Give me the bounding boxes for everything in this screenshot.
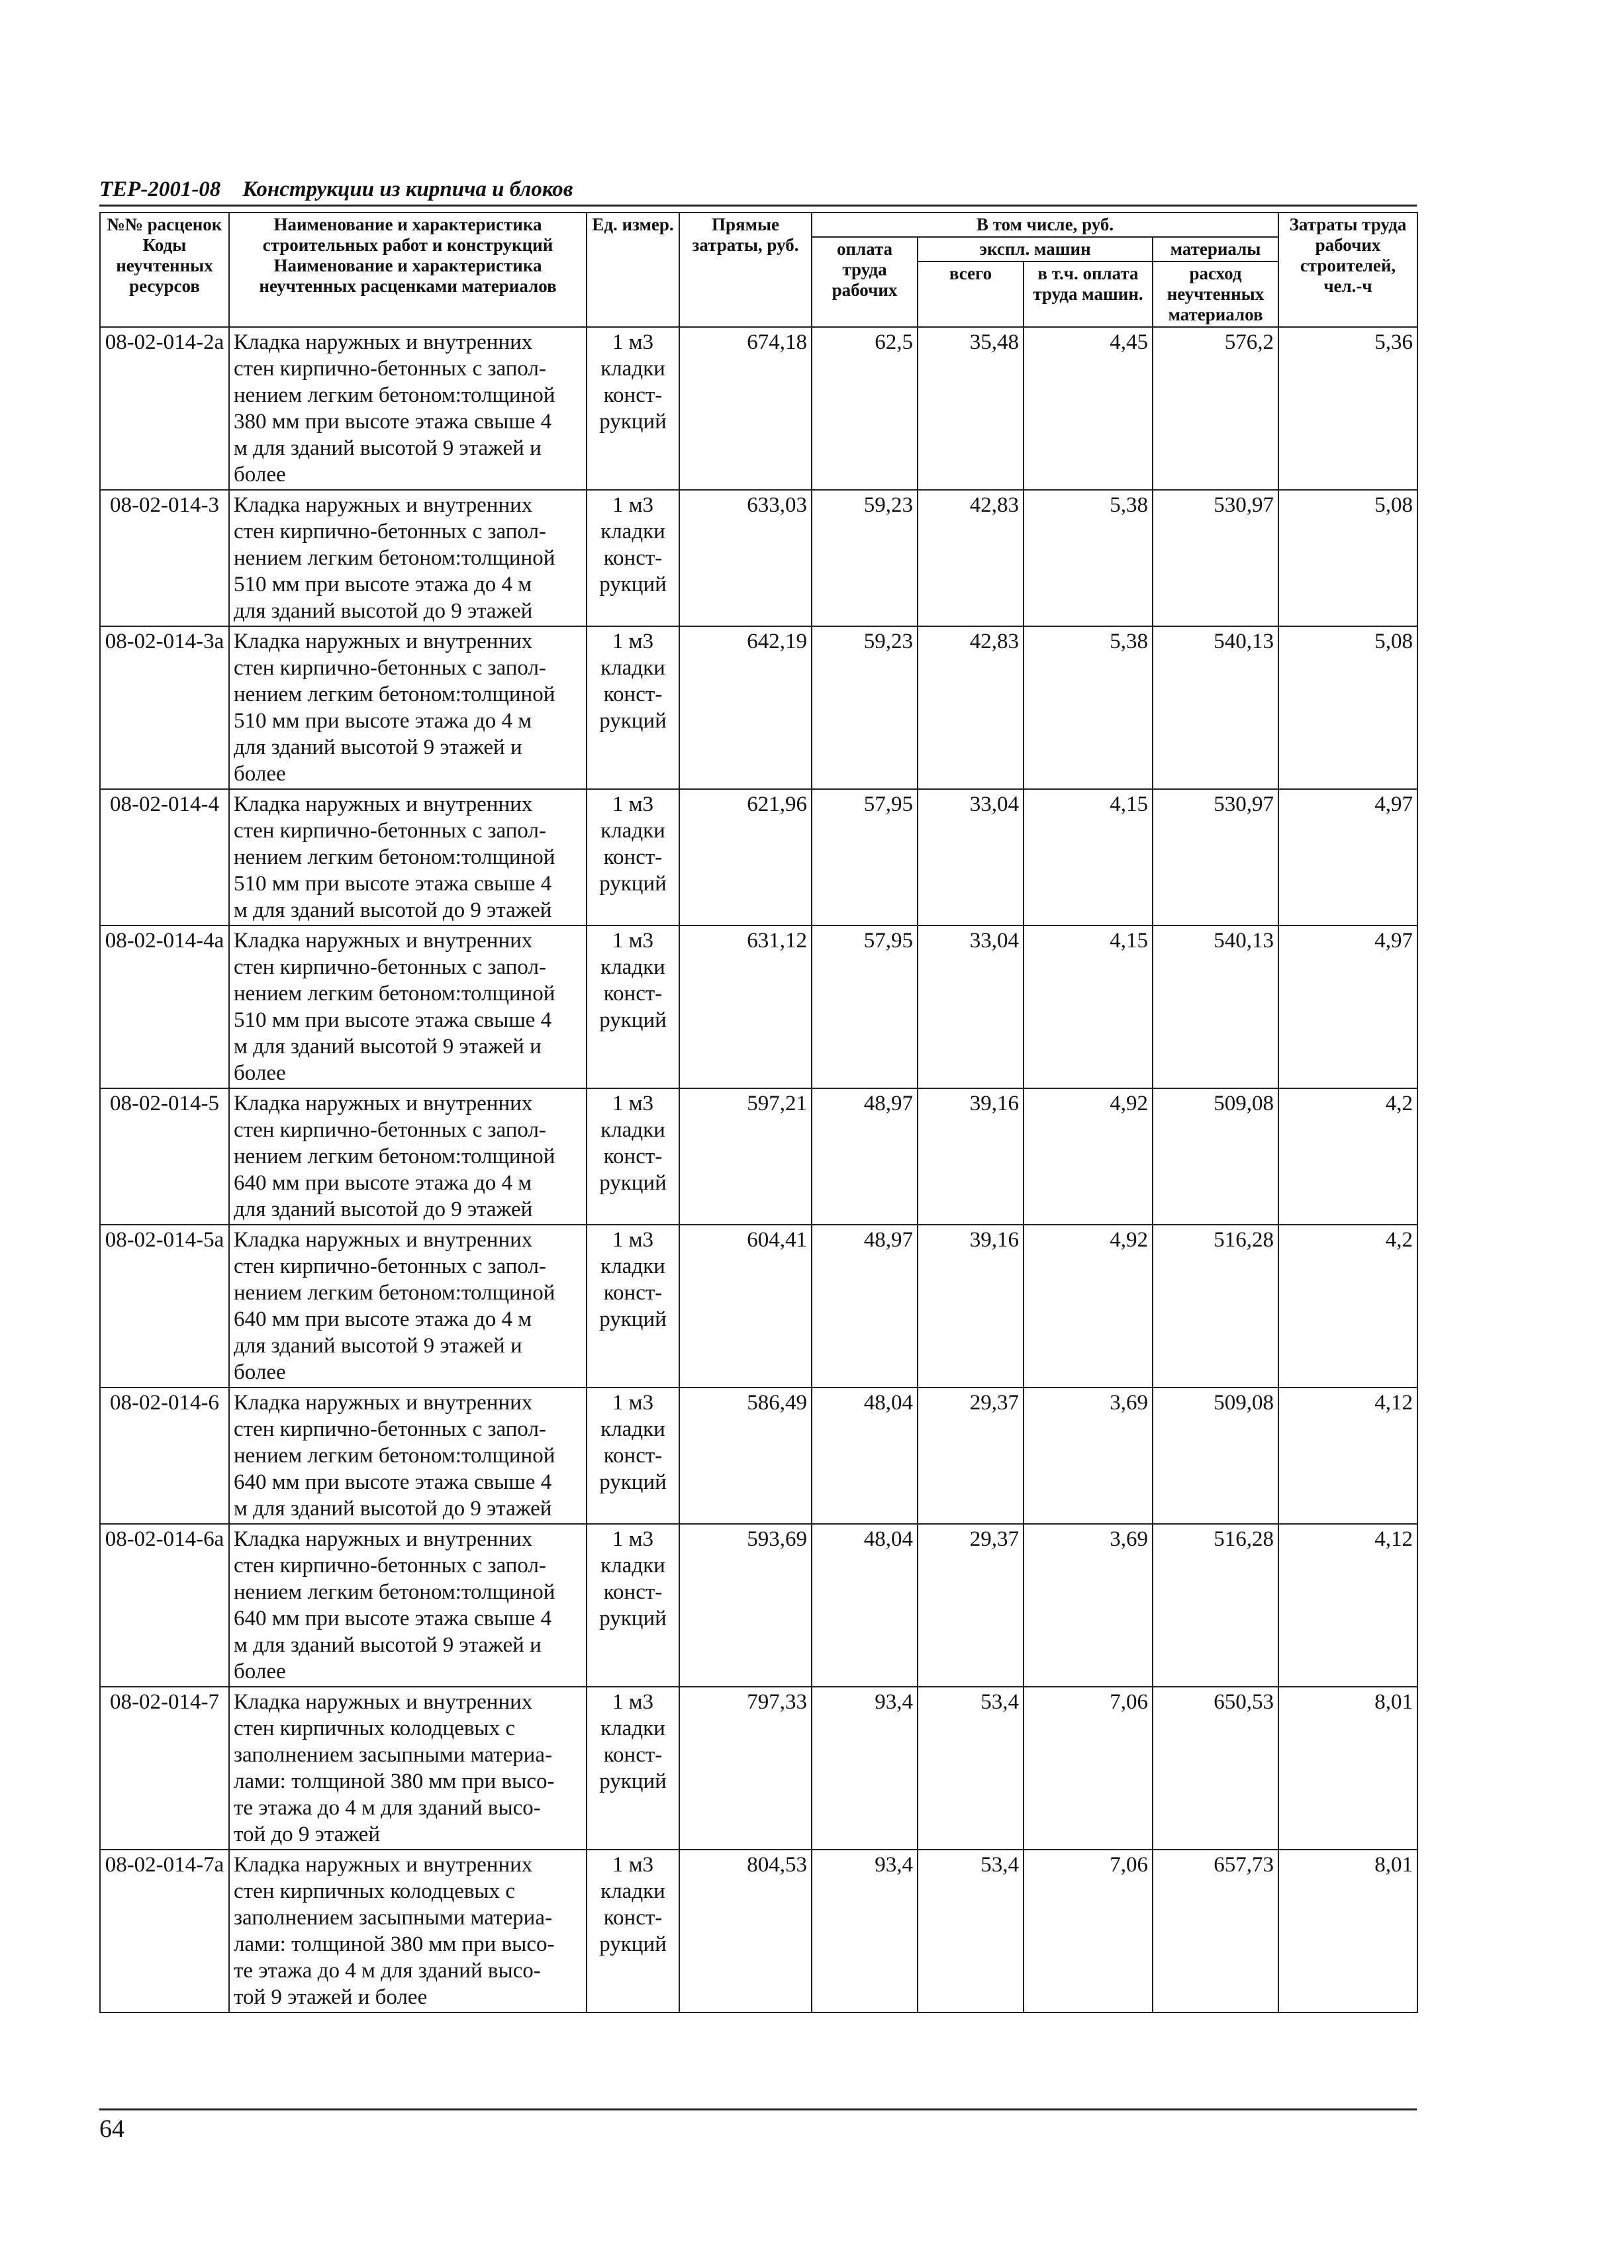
description-line: 510 мм при высоте этажа свыше 4 (234, 872, 552, 896)
materials-cell: 509,08 (1153, 1388, 1278, 1524)
table-body (100, 327, 1417, 2012)
description-line: заполнением засыпными материа- (234, 1743, 552, 1767)
labor-hours-cell: 4,2 (1278, 1088, 1417, 1225)
description-line: стен кирпично-бетонных с запол- (234, 656, 546, 680)
description-line: 510 мм при высоте этажа до 4 м (234, 709, 532, 733)
materials-cell: 540,13 (1153, 925, 1278, 1088)
description-line: те этажа до 4 м для зданий высо- (234, 1796, 541, 1820)
work-description-cell (229, 1388, 587, 1524)
header-materials-consumption: расход неучтенных материалов (1153, 261, 1278, 327)
table-row (100, 925, 1417, 1088)
rate-code-cell: 08-02-014-4а (100, 925, 229, 1088)
table-row (100, 1687, 1417, 1850)
description-line: 640 мм при высоте этажа свыше 4 (234, 1470, 552, 1494)
direct-costs-cell: 604,41 (679, 1225, 812, 1388)
unit-of-measure-cell: 1 м3 кладки конст-рукций (587, 327, 679, 490)
table-row (100, 626, 1417, 789)
description-line: Кладка наружных и внутренних (234, 1391, 533, 1415)
rate-code-cell: 08-02-014-3 (100, 490, 229, 626)
materials-cell: 509,08 (1153, 1088, 1278, 1225)
description-line: стен кирпично-бетонных с запол- (234, 1554, 546, 1578)
unit-of-measure-cell: 1 м3 кладки конст-рукций (587, 1388, 679, 1524)
description-line: более (234, 463, 286, 487)
doc-code: ТЕР-2001-08 (99, 177, 221, 201)
unit-of-measure-cell: 1 м3 кладки конст-рукций (587, 1088, 679, 1225)
unit-of-measure-cell: 1 м3 кладки конст-рукций (587, 490, 679, 626)
labor-hours-cell: 8,01 (1278, 1687, 1417, 1850)
machines-labor-cell: 3,69 (1024, 1524, 1153, 1687)
work-description-cell (229, 1524, 587, 1687)
description-line: м для зданий высотой до 9 этажей (234, 898, 552, 922)
table-row (100, 1850, 1417, 2012)
labor-hours-cell: 4,2 (1278, 1225, 1417, 1388)
machines-labor-cell: 5,38 (1024, 626, 1153, 789)
description-line: стен кирпично-бетонных с запол- (234, 520, 546, 543)
description-line: стен кирпичных колодцевых с (234, 1879, 516, 1903)
machines-total-cell: 53,4 (918, 1687, 1024, 1850)
labor-pay-cell: 48,97 (812, 1225, 918, 1388)
description-line: нением легким бетоном:толщиной (234, 982, 555, 1006)
labor-pay-cell: 93,4 (812, 1687, 918, 1850)
labor-pay-cell: 93,4 (812, 1850, 918, 2012)
unit-of-measure-cell: 1 м3 кладки конст-рукций (587, 1225, 679, 1388)
description-line: той 9 этажей и более (234, 1985, 428, 2009)
direct-costs-cell: 674,18 (679, 327, 812, 490)
direct-costs-cell: 797,33 (679, 1687, 812, 1850)
work-description-cell (229, 1687, 587, 1850)
table-row (100, 1088, 1417, 1225)
description-line: Кладка наружных и внутренних (234, 1092, 533, 1115)
description-line: 640 мм при высоте этажа до 4 м (234, 1171, 532, 1195)
page-number: 64 (99, 2108, 1417, 2144)
machines-labor-cell: 4,92 (1024, 1088, 1153, 1225)
description-line: Кладка наружных и внутренних (234, 1228, 533, 1252)
description-line: для зданий высотой до 9 этажей (234, 599, 533, 623)
description-line: нением легким бетоном:толщиной (234, 1145, 555, 1168)
labor-hours-cell: 5,08 (1278, 626, 1417, 789)
description-line: нением легким бетоном:толщиной (234, 683, 555, 706)
description-line: Кладка наружных и внутренних (234, 929, 533, 953)
work-description-cell (229, 1850, 587, 2012)
unit-of-measure-cell: 1 м3 кладки конст-рукций (587, 626, 679, 789)
description-line: 380 мм при высоте этажа свыше 4 (234, 410, 552, 434)
description-line: нением легким бетоном:толщиной (234, 1444, 555, 1468)
machines-total-cell: 29,37 (918, 1388, 1024, 1524)
labor-pay-cell: 57,95 (812, 789, 918, 925)
description-line: стен кирпичных колодцевых с (234, 1717, 516, 1740)
description-line: для зданий высотой до 9 этажей (234, 1198, 533, 1221)
header-including: В том числе, руб. (812, 213, 1278, 237)
description-line: Кладка наружных и внутренних (234, 1853, 533, 1877)
machines-total-cell: 39,16 (918, 1088, 1024, 1225)
materials-cell: 657,73 (1153, 1850, 1278, 2012)
unit-of-measure-cell: 1 м3 кладки конст-рукций (587, 789, 679, 925)
labor-hours-cell: 5,36 (1278, 327, 1417, 490)
labor-pay-cell: 59,23 (812, 490, 918, 626)
machines-total-cell: 29,37 (918, 1524, 1024, 1687)
labor-pay-cell: 48,97 (812, 1088, 918, 1225)
description-line: 510 мм при высоте этажа свыше 4 (234, 1008, 552, 1032)
rate-code-cell: 08-02-014-7а (100, 1850, 229, 2012)
machines-labor-cell: 3,69 (1024, 1388, 1153, 1524)
table-row (100, 1388, 1417, 1524)
materials-cell: 540,13 (1153, 626, 1278, 789)
materials-cell: 576,2 (1153, 327, 1278, 490)
machines-total-cell: 35,48 (918, 327, 1024, 490)
description-line: м для зданий высотой 9 этажей и (234, 436, 542, 460)
header-machines-labor: в т.ч. оплата труда машин. (1024, 261, 1153, 327)
table-row (100, 490, 1417, 626)
table-header (100, 213, 1417, 327)
materials-cell: 530,97 (1153, 789, 1278, 925)
labor-pay-cell: 48,04 (812, 1388, 918, 1524)
description-line: стен кирпично-бетонных с запол- (234, 955, 546, 979)
description-line: Кладка наружных и внутренних (234, 1690, 533, 1714)
labor-pay-cell: 57,95 (812, 925, 918, 1088)
direct-costs-cell: 597,21 (679, 1088, 812, 1225)
direct-costs-cell: 633,03 (679, 490, 812, 626)
description-line: м для зданий высотой 9 этажей и (234, 1035, 542, 1059)
description-line: для зданий высотой 9 этажей и (234, 735, 522, 759)
description-line: те этажа до 4 м для зданий высо- (234, 1959, 541, 1983)
direct-costs-cell: 621,96 (679, 789, 812, 925)
doc-title: Конструкции из кирпича и блоков (242, 177, 573, 201)
description-line: 640 мм при высоте этажа свыше 4 (234, 1607, 552, 1630)
labor-hours-cell: 8,01 (1278, 1850, 1417, 2012)
direct-costs-cell: 586,49 (679, 1388, 812, 1524)
work-description-cell (229, 1088, 587, 1225)
machines-total-cell: 42,83 (918, 626, 1024, 789)
description-line: стен кирпично-бетонных с запол- (234, 357, 546, 381)
header-labor-pay: оплата труда рабочих (812, 237, 918, 327)
machines-labor-cell: 7,06 (1024, 1850, 1153, 2012)
description-line: лами: толщиной 380 мм при высо- (234, 1932, 555, 1956)
labor-hours-cell: 5,08 (1278, 490, 1417, 626)
rate-code-cell: 08-02-014-6 (100, 1388, 229, 1524)
rate-code-cell: 08-02-014-3а (100, 626, 229, 789)
machines-labor-cell: 7,06 (1024, 1687, 1153, 1850)
machines-labor-cell: 4,15 (1024, 925, 1153, 1088)
rate-code-cell: 08-02-014-4 (100, 789, 229, 925)
rate-code-cell: 08-02-014-6а (100, 1524, 229, 1687)
machines-labor-cell: 4,45 (1024, 327, 1153, 490)
labor-hours-cell: 4,12 (1278, 1388, 1417, 1524)
description-line: заполнением засыпными материа- (234, 1906, 552, 1930)
header-code: №№ расценок Коды неучтенных ресурсов (100, 213, 229, 327)
rate-code-cell: 08-02-014-5а (100, 1225, 229, 1388)
work-description-cell (229, 626, 587, 789)
description-line: более (234, 762, 286, 786)
description-line: Кладка наружных и внутренних (234, 792, 533, 816)
description-line: нением легким бетоном:толщиной (234, 845, 555, 869)
page-header (99, 177, 1417, 207)
header-machines: экспл. машин (918, 237, 1153, 261)
labor-hours-cell: 4,97 (1278, 925, 1417, 1088)
description-line: нением легким бетоном:толщиной (234, 546, 555, 570)
description-line: Кладка наружных и внутренних (234, 1527, 533, 1551)
table-row (100, 327, 1417, 490)
rates-table (99, 212, 1418, 2013)
header-materials: материалы (1153, 237, 1278, 261)
description-line: 640 мм при высоте этажа до 4 м (234, 1307, 532, 1331)
description-line: Кладка наружных и внутренних (234, 630, 533, 653)
description-line: стен кирпично-бетонных с запол- (234, 1118, 546, 1142)
description-line: Кладка наружных и внутренних (234, 330, 533, 354)
header-unit: Ед. измер. (587, 213, 679, 327)
materials-cell: 516,28 (1153, 1225, 1278, 1388)
description-line: нением легким бетоном:толщиной (234, 383, 555, 407)
description-line: той до 9 этажей (234, 1822, 380, 1846)
unit-of-measure-cell: 1 м3 кладки конст-рукций (587, 1687, 679, 1850)
unit-of-measure-cell: 1 м3 кладки конст-рукций (587, 1524, 679, 1687)
machines-total-cell: 33,04 (918, 789, 1024, 925)
work-description-cell (229, 490, 587, 626)
direct-costs-cell: 593,69 (679, 1524, 812, 1687)
direct-costs-cell: 642,19 (679, 626, 812, 789)
header-labor-hours: Затраты труда рабочих строителей, чел.-ч (1278, 213, 1417, 327)
table-row (100, 1225, 1417, 1388)
description-line: м для зданий высотой до 9 этажей (234, 1497, 552, 1521)
header-machines-total: всего (918, 261, 1024, 327)
description-line: нением легким бетоном:толщиной (234, 1580, 555, 1604)
description-line: стен кирпично-бетонных с запол- (234, 819, 546, 843)
labor-pay-cell: 59,23 (812, 626, 918, 789)
labor-hours-cell: 4,12 (1278, 1524, 1417, 1687)
description-line: более (234, 1660, 286, 1683)
work-description-cell (229, 925, 587, 1088)
unit-of-measure-cell: 1 м3 кладки конст-рукций (587, 925, 679, 1088)
description-line: м для зданий высотой 9 этажей и (234, 1633, 542, 1657)
machines-total-cell: 53,4 (918, 1850, 1024, 2012)
labor-pay-cell: 62,5 (812, 327, 918, 490)
rate-code-cell: 08-02-014-5 (100, 1088, 229, 1225)
description-line: 510 мм при высоте этажа до 4 м (234, 573, 532, 596)
header-name: Наименование и характеристика строительных работ и конструкций Наименование и характеристика неучтенных расценками материалов (229, 213, 587, 327)
machines-labor-cell: 4,92 (1024, 1225, 1153, 1388)
unit-of-measure-cell: 1 м3 кладки конст-рукций (587, 1850, 679, 2012)
work-description-cell (229, 789, 587, 925)
materials-cell: 650,53 (1153, 1687, 1278, 1850)
labor-pay-cell: 48,04 (812, 1524, 918, 1687)
materials-cell: 516,28 (1153, 1524, 1278, 1687)
direct-costs-cell: 804,53 (679, 1850, 812, 2012)
work-description-cell (229, 327, 587, 490)
description-line: для зданий высотой 9 этажей и (234, 1334, 522, 1358)
machines-total-cell: 42,83 (918, 490, 1024, 626)
description-line: нением легким бетоном:толщиной (234, 1281, 555, 1305)
description-line: лами: толщиной 380 мм при высо- (234, 1770, 555, 1793)
table-row (100, 1524, 1417, 1687)
work-description-cell (229, 1225, 587, 1388)
rate-code-cell: 08-02-014-7 (100, 1687, 229, 1850)
table-row (100, 789, 1417, 925)
header-direct-costs: Прямые затраты, руб. (679, 213, 812, 327)
description-line: более (234, 1360, 286, 1384)
machines-labor-cell: 5,38 (1024, 490, 1153, 626)
machines-total-cell: 39,16 (918, 1225, 1024, 1388)
description-line: более (234, 1061, 286, 1085)
labor-hours-cell: 4,97 (1278, 789, 1417, 925)
description-line: стен кирпично-бетонных с запол- (234, 1254, 546, 1278)
direct-costs-cell: 631,12 (679, 925, 812, 1088)
rate-code-cell: 08-02-014-2а (100, 327, 229, 490)
materials-cell: 530,97 (1153, 490, 1278, 626)
description-line: стен кирпично-бетонных с запол- (234, 1417, 546, 1441)
description-line: Кладка наружных и внутренних (234, 493, 533, 517)
machines-labor-cell: 4,15 (1024, 789, 1153, 925)
machines-total-cell: 33,04 (918, 925, 1024, 1088)
